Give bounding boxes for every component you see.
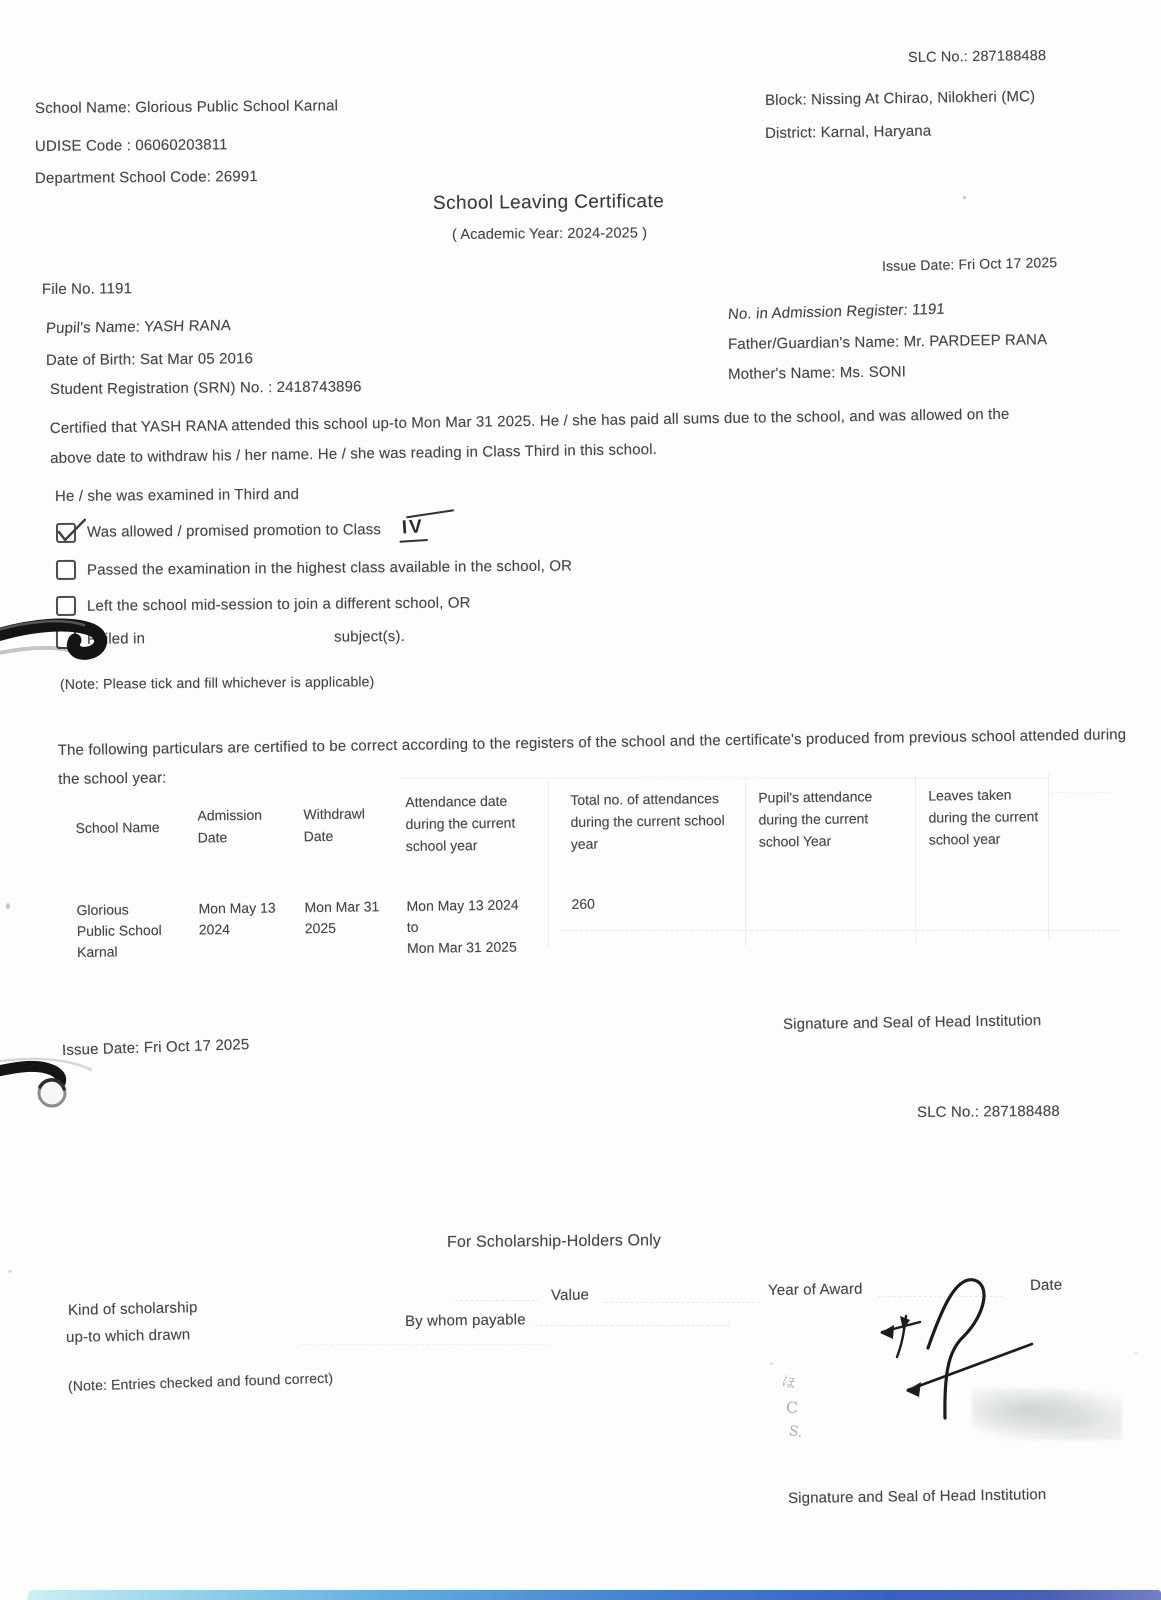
- kind-of-scholarship-line1: Kind of scholarship: [67, 1299, 198, 1319]
- option-promotion: [56, 517, 427, 545]
- slc-number-top: SLC No.: 287188488: [907, 47, 1047, 66]
- issue-date-bottom: Issue Date: Fri Oct 17 2025: [61, 1036, 250, 1059]
- col-header-pupils-attendance: Pupil's attendance during the current school Year: [758, 788, 873, 850]
- particulars-paragraph: The following particulars are certified to be correct according to the registers of the school and the certificate's produced from previous school attended during the school year:: [57, 726, 1127, 788]
- block-line: Block: Nissing At Chirao, Nilokheri (MC): [764, 87, 1036, 109]
- srn-line: Student Registration (SRN) No. : 2418743896: [49, 378, 362, 398]
- scan-speck: [963, 196, 966, 199]
- pupil-name-line: Pupil's Name: YASH RANA: [45, 317, 232, 338]
- option-passed-highest: [56, 555, 572, 580]
- scan-speck: [578, 745, 581, 748]
- cell-leaves-taken: [929, 864, 1066, 953]
- certified-paragraph: Certified that YASH RANA attended this school up-to Mon Mar 31 2025. He / she has paid all sums due to the school, and was allowed on the above date to withdraw his / her name. He / she was reading in Class Third in this school.: [49, 405, 1010, 467]
- slc-number-bottom: SLC No.: 287188488: [916, 1102, 1060, 1121]
- page-title: School Leaving Certificate: [432, 190, 665, 214]
- scan-edge-artifact-bar: [28, 1590, 1161, 1600]
- mother-name-line: Mother's Name: Ms. SONI: [727, 363, 907, 383]
- tick-note-line: (Note: Please tick and fill whichever is applicable): [59, 673, 375, 692]
- blank-line: [455, 1300, 540, 1301]
- particulars-table: [75, 768, 1072, 963]
- signature-seal-line-2: Signature and Seal of Head Institution: [787, 1486, 1047, 1507]
- cell-total-attendances: 260: [571, 895, 596, 912]
- scan-streak: [1050, 792, 1110, 793]
- scholarship-title: For Scholarship-Holders Only: [446, 1232, 662, 1251]
- admission-register-line: No. in Admission Register: 1191: [727, 300, 946, 324]
- cell-withdrawl-date: Mon Mar 31 2025: [304, 898, 380, 937]
- binder-clip-artifact: [0, 598, 130, 688]
- udise-code-line: UDISE Code : 06060203811: [34, 136, 228, 155]
- school-name-line: School Name: Glorious Public School Karnal: [34, 97, 339, 117]
- col-header-leaves-taken: Leaves taken during the current school year: [928, 786, 1039, 848]
- kind-of-scholarship-line2: up-to which drawn: [65, 1326, 191, 1346]
- academic-year-subtitle: ( Academic Year: 2024-2025 ): [451, 225, 648, 243]
- scan-speck: [6, 903, 10, 909]
- option-label: Passed the examination in the highest class available in the school, OR: [86, 556, 573, 579]
- file-no-line: File No. 1191: [41, 280, 133, 298]
- spiral-binding-artifact: [0, 1040, 170, 1130]
- issue-date-top: Issue Date: Fri Oct 17 2025: [881, 254, 1058, 274]
- blank-line: [300, 1344, 550, 1345]
- by-whom-payable-label: By whom payable: [404, 1311, 526, 1330]
- handwritten-class-value: IV: [398, 516, 427, 543]
- scan-speck: [770, 1362, 773, 1365]
- col-header-admission-date: Admission Date: [197, 806, 263, 846]
- stamp-smudge: [972, 1388, 1122, 1440]
- option-label: Left the school mid-session to join a different school, OR: [86, 593, 471, 615]
- district-line: District: Karnal, Haryana: [764, 122, 932, 142]
- cell-admission-date: Mon May 13 2024: [198, 899, 276, 938]
- scan-speck: [8, 1270, 12, 1273]
- value-label: Value: [550, 1286, 590, 1304]
- examined-line: He / she was examined in Third and: [54, 485, 300, 505]
- checkbox-icon: [56, 560, 76, 580]
- col-header-withdrawl-date: Withdrawl Date: [303, 805, 365, 845]
- option-label: Was allowed / promised promotion to Class: [86, 521, 382, 541]
- signature-seal-line-1: Signature and Seal of Head Institution: [782, 1012, 1042, 1033]
- stray-pen-mark: ほ: [780, 1373, 798, 1393]
- col-header-school-name: School Name: [75, 818, 160, 836]
- cell-pupils-attendance: [759, 866, 930, 955]
- scan-speck: [1134, 1352, 1138, 1355]
- blank-line: [605, 1302, 760, 1303]
- checkbox-checked-icon: [56, 522, 76, 542]
- blank-line: [535, 1325, 730, 1326]
- date-label: Date: [1029, 1276, 1063, 1294]
- option-suffix: subject(s).: [333, 627, 405, 646]
- stray-pen-mark: S.: [787, 1423, 804, 1441]
- cell-school-name: Glorious Public School Karnal: [76, 901, 162, 960]
- col-header-attendance-date: Attendance date during the current school year: [405, 792, 516, 854]
- dept-school-code-line: Department School Code: 26991: [34, 168, 258, 187]
- cell-attendance-date: Mon May 13 2024 to Mon Mar 31 2025: [406, 896, 519, 956]
- entries-note-line: (Note: Entries checked and found correct): [67, 1369, 334, 1394]
- option-label: Failed in: [86, 629, 146, 648]
- col-header-total-attendances: Total no. of attendances during the current school year: [570, 790, 725, 852]
- year-of-award-label: Year of Award: [767, 1280, 863, 1299]
- scan-streak: [640, 776, 760, 777]
- dob-line: Date of Birth: Sat Mar 05 2016: [45, 350, 254, 369]
- stray-pen-mark: C: [786, 1398, 799, 1417]
- check-icon: [55, 515, 89, 545]
- father-name-line: Father/Guardian's Name: Mr. PARDEEP RANA: [727, 331, 1048, 353]
